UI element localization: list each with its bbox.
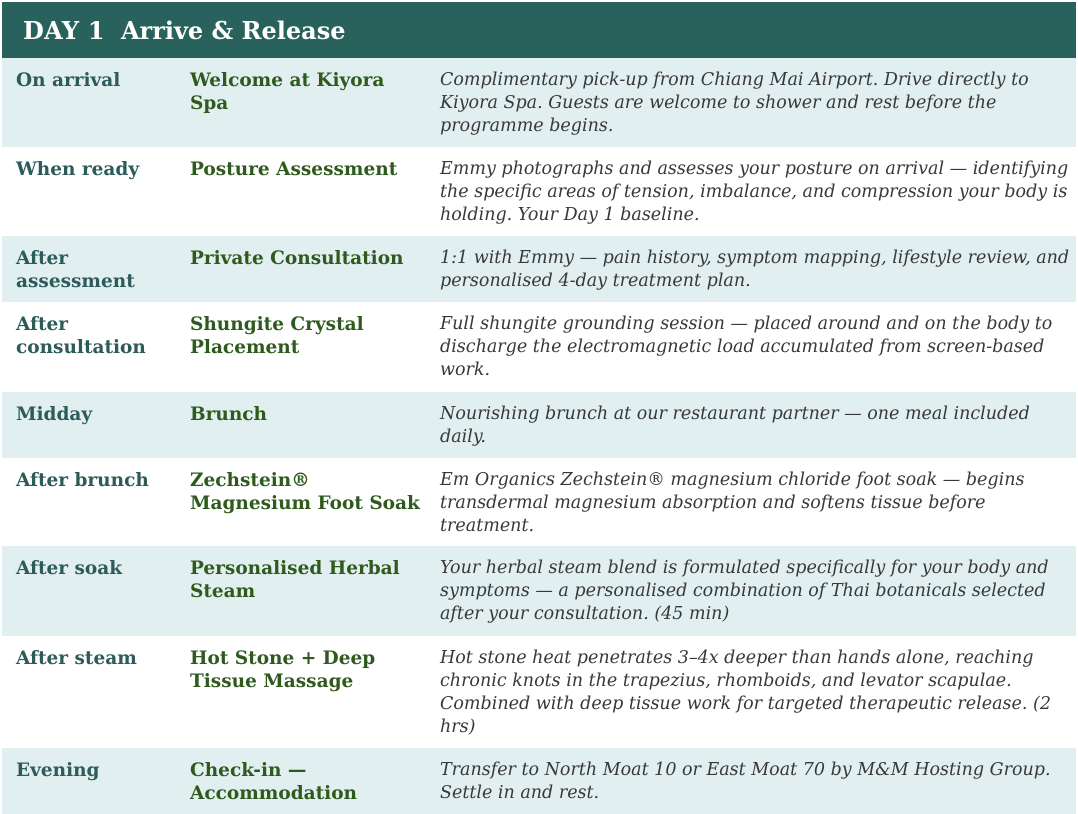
row-time: After steam [16,648,137,669]
schedule-row-after-soak [2,546,1076,636]
row-description: Complimentary pick-up from Chiang Mai Airport. Drive directly to Kiyora Spa. Guests are welcome to shower and rest before the programme begins. [440,70,1029,136]
row-time: After consultation [16,314,146,358]
row-activity: Zechstein® Magnesium Foot Soak [190,470,420,514]
schedule-row-on-arrival [2,58,1076,147]
row-description: 1:1 with Emmy — pain history, symptom mapping, lifestyle review, and personalised 4-day treatment plan. [440,248,1070,291]
row-activity: Welcome at Kiyora Spa [190,70,385,114]
row-time: When ready [16,159,140,180]
day-header [2,2,1076,58]
row-time: After brunch [16,470,149,491]
row-activity: Brunch [190,404,267,425]
schedule-row-when-ready [2,147,1076,236]
schedule-row-after-assessment [2,236,1076,302]
row-activity: Shungite Crystal Placement [190,314,364,358]
row-description: Hot stone heat penetrates 3–4x deeper than hands alone, reaching chronic knots in the trapezius, rhomboids, and levator scapulae. Combined with deep tissue work for targeted therapeutic release. (2 hrs) [440,648,1051,737]
row-description: Transfer to North Moat 10 or East Moat 70 by M&M Hosting Group. Settle in and rest. [440,760,1051,803]
day-label: DAY 1 [23,15,105,45]
row-time: After soak [16,558,123,579]
row-description: Full shungite grounding session — placed around and on the body to discharge the electromagnetic load accumulated from screen-based work. [440,314,1053,380]
row-time: On arrival [16,70,121,91]
row-description: Em Organics Zechstein® magnesium chloride foot soak — begins transdermal magnesium absorption and softens tissue before treatment. [440,470,1025,536]
row-time: Evening [16,760,100,781]
row-time: Midday [16,404,93,425]
row-activity: Hot Stone + Deep Tissue Massage [190,648,376,692]
day-title: Arrive & Release [120,15,346,45]
row-description: Your herbal steam blend is formulated specifically for your body and symptoms — a personalised combination of Thai botanicals selected after your consultation. (45 min) [440,558,1049,624]
row-activity: Personalised Herbal Steam [190,558,400,602]
schedule-row-after-steam [2,636,1076,748]
schedule-row-evening [2,748,1076,814]
row-activity: Check-in — Accommodation [190,760,357,804]
schedule-row-after-brunch [2,458,1076,546]
row-activity: Private Consultation [190,248,404,269]
schedule-row-midday [2,392,1076,458]
row-description: Emmy photographs and assesses your posture on arrival — identifying the specific areas of tension, imbalance, and compression your body is holding. Your Day 1 baseline. [440,159,1069,225]
row-time: After assessment [16,248,135,292]
schedule-row-after-consultation [2,302,1076,392]
row-activity: Posture Assessment [190,159,398,180]
row-description: Nourishing brunch at our restaurant partner — one meal included daily. [440,404,1030,447]
